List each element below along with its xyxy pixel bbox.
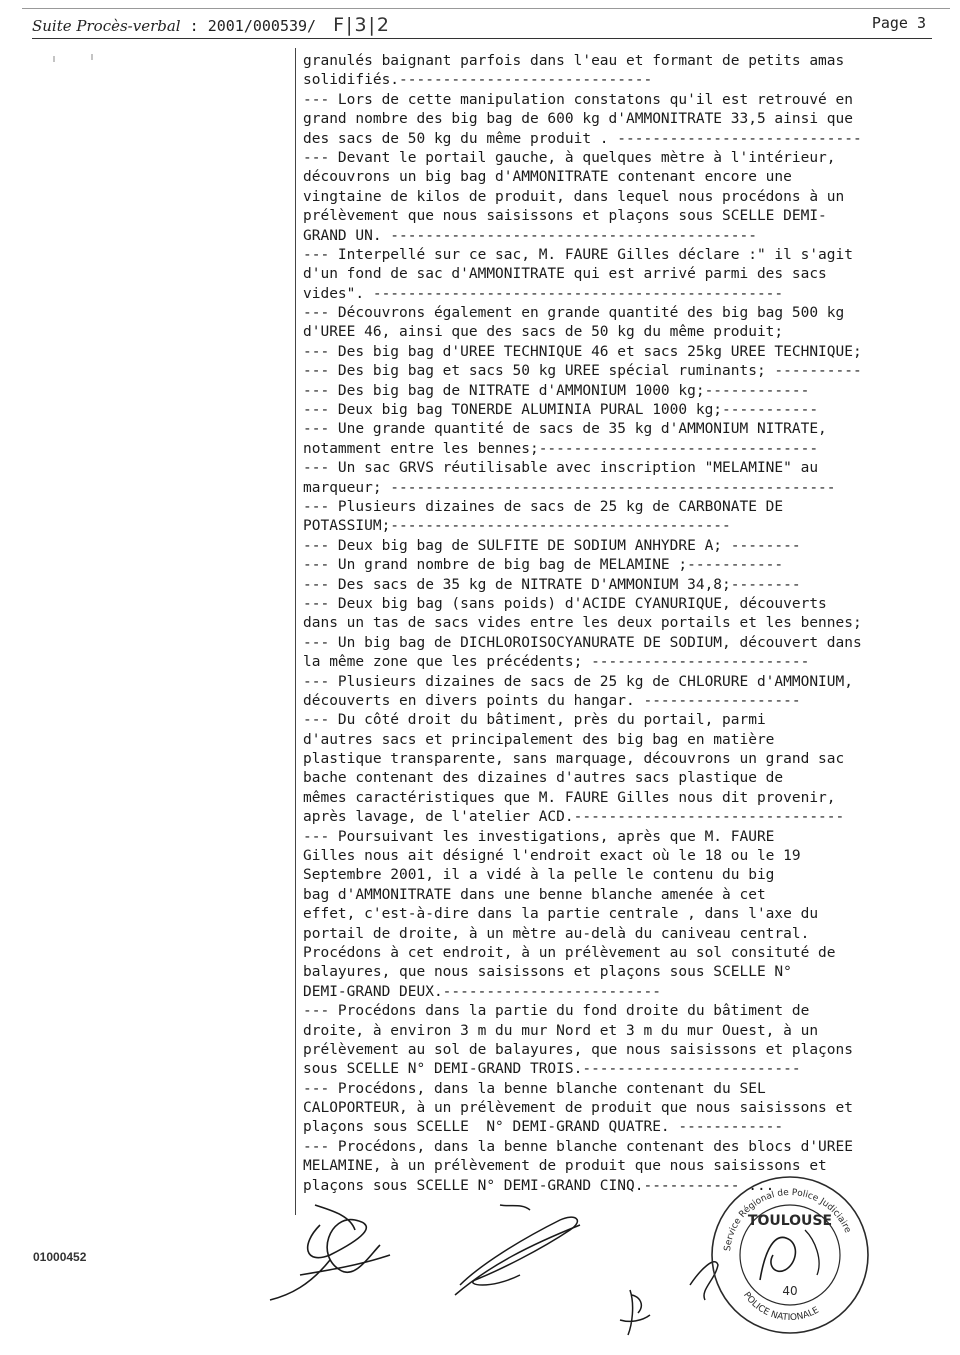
signatures (260, 1185, 720, 1345)
stamp-city: TOULOUSE (747, 1213, 833, 1229)
text-line: --- Lors de cette manipulation constatons qu'il est retrouvé en (303, 91, 853, 108)
text-line: d'UREE 46, ainsi que des sacs de 50 kg du même produit; (303, 324, 784, 341)
text-line: --- Des big bag de NITRATE d'AMMONIUM 1000 kg;------------ (303, 382, 810, 399)
signature-3-icon (620, 1290, 650, 1335)
text-line: Procédons à cet endroit, à un prélèvement au sol consituté de (303, 944, 836, 961)
text-line: d'un fond de sac d'AMMONITRATE qui est arrivé parmi des sacs (303, 266, 827, 283)
text-line: plaçons sous SCELLE N° DEMI-GRAND CINQ.----------- ... (303, 1177, 775, 1194)
text-line: --- Deux big bag TONERDE ALUMINIA PURAL 1000 kg;----------- (303, 402, 819, 419)
stamp-number: 40 (782, 1284, 798, 1298)
text-line: balayures, que nous saisissons et plaçons sous SCELLE N° (303, 964, 792, 981)
page-number: Page 3 (871, 14, 926, 32)
text-line: --- Procédons, dans la benne blanche contenant du SEL (303, 1080, 766, 1097)
text-line: --- Une grande quantité de sacs de 35 kg d'AMMONIUM NITRATE, (303, 421, 827, 438)
stamp-signature-icon (760, 1237, 795, 1280)
signature-1-icon (270, 1205, 390, 1300)
stamp-top-text: Service Régional de Police Judiciaire (723, 1187, 853, 1252)
document-body (303, 52, 933, 1196)
suite-proces-verbal-label: Suite Procès-verbal (32, 17, 181, 35)
text-line: --- Découvrons également en grande quantité des big bag 500 kg (303, 305, 845, 322)
text-line: vingtaine de kilos de produit, dans lequel nous procédons à un (303, 188, 845, 205)
text-line: découvrons un big bag d'AMMONITRATE contenant encore une (303, 169, 792, 186)
text-line: --- Un grand nombre de big bag de MELAMINE ;----------- (303, 557, 784, 574)
text-line: --- Devant le portail gauche, à quelques mètre à l'intérieur, (303, 149, 836, 166)
text-line: prélèvement que nous saisissons et plaçons sous SCELLE DEMI- (303, 208, 827, 225)
text-line: marqueur; --------------------------------------------------- (303, 479, 836, 496)
text-line: --- Deux big bag de SULFITE DE SODIUM ANHYDRE A; -------- (303, 537, 801, 554)
text-line: plaçons sous SCELLE N° DEMI-GRAND QUATRE. ------------ (303, 1119, 784, 1136)
stamp-bottom-text: POLICE NATIONALE (741, 1290, 821, 1324)
text-line: après lavage, de l'atelier ACD.------------------------------- (303, 809, 845, 826)
text-line: GRAND UN. ------------------------------------------ (303, 227, 757, 244)
stamp-emblem-icon (805, 1230, 819, 1275)
text-line: vides". ----------------------------------------------- (303, 285, 784, 302)
left-margin-rule (295, 48, 296, 1215)
margin-tick-marks (52, 52, 112, 69)
text-line: droite, à environ 3 m du mur Nord et 3 m du mur Ouest, à un (303, 1022, 819, 1039)
text-line: grand nombre des big bag de 600 kg d'AMMONITRATE 33,5 ainsi que (303, 111, 853, 128)
text-line: prélèvement au sol de balayures, que nous saisissons et plaçons (303, 1041, 853, 1058)
text-line: --- Interpellé sur ce sac, M. FAURE Gilles déclare :" il s'agit (303, 246, 853, 263)
text-line: effet, c'est-à-dire dans la partie centrale , dans l'axe du (303, 906, 819, 923)
text-line: --- Des big bag et sacs 50 kg UREE spécial ruminants; ---------- (303, 363, 862, 380)
text-line: plastique transparente, sans marquage, découvrons un grand sac (303, 751, 845, 768)
stamp-outer-ring-icon (712, 1177, 868, 1333)
text-line: granulés baignant parfois dans l'eau et formant de petits amas (303, 53, 845, 69)
text-line: CALOPORTEUR, à un prélèvement de produit que nous saisissons et (303, 1100, 853, 1117)
text-line: --- Un big bag de DICHLOROISOCYANURATE DE SODIUM, découvert dans (303, 634, 862, 651)
document-reference-number: 01000452 (33, 1250, 87, 1264)
text-line: MELAMINE, à un prélèvement de produit que nous saisissons et (303, 1158, 827, 1175)
text-line: mêmes caractéristiques que M. FAURE Gilles nous dit provenir, (303, 789, 836, 806)
text-line: bag d'AMMONITRATE dans une benne blanche amenée à cet (303, 886, 766, 903)
text-line: la même zone que les précédents; ------------------------- (303, 654, 810, 671)
text-line: dans un tas de sacs vides entre les deux portails et les bennes; (303, 615, 862, 632)
text-line: d'autres sacs et principalement des big bag en matière (303, 731, 775, 748)
text-line: découverts en divers points du hangar. ------------------ (303, 692, 801, 709)
text-line: --- Un sac GRVS réutilisable avec inscription "MELAMINE" au (303, 460, 819, 477)
handwritten-reference: F|3|2 (333, 14, 392, 36)
text-line: --- Deux big bag (sans poids) d'ACIDE CYANURIQUE, découverts (303, 595, 827, 612)
text-line: --- Plusieurs dizaines de sacs de 25 kg de CARBONATE DE (303, 498, 784, 515)
text-line: --- Plusieurs dizaines de sacs de 25 kg de CHLORURE d'AMMONIUM, (303, 673, 853, 690)
text-line: portail de droite, à un mètre au-delà du caniveau central. (303, 925, 810, 942)
pv-number: : 2001/000539/ (189, 17, 317, 35)
text-line: --- Des sacs de 35 kg de NITRATE D'AMMONIUM 34,8;-------- (303, 576, 801, 593)
text-line: Septembre 2001, il a vidé à la pelle le contenu du big (303, 867, 775, 884)
text-line: --- Du côté droit du bâtiment, près du portail, parmi (303, 712, 766, 729)
page-header (32, 10, 932, 39)
text-line: DEMI-GRAND DEUX.------------------------- (303, 983, 661, 1000)
text-line: --- Des big bag d'UREE TECHNIQUE 46 et sacs 25kg UREE TECHNIQUE; (303, 343, 862, 360)
text-line: sous SCELLE N° DEMI-GRAND TROIS.------------------------- (303, 1061, 801, 1078)
tick-marks-icon (52, 52, 112, 66)
text-line: POTASSIUM;--------------------------------------- (303, 518, 731, 535)
text-line: --- Procédons dans la partie du fond droite du bâtiment de (303, 1003, 810, 1020)
text-line: --- Procédons, dans la benne blanche contenant des blocs d'UREE (303, 1138, 853, 1155)
text-line: des sacs de 50 kg du même produit . ---------------------------- (303, 130, 862, 147)
text-line: notamment entre les bennes;-------------------------------- (303, 440, 819, 457)
header-pv-reference (32, 14, 391, 36)
text-line: solidifiés.----------------------------- (303, 72, 653, 89)
text-line: --- Poursuivant les investigations, après que M. FAURE (303, 828, 775, 845)
text-line: bache contenant des dizaines d'autres sacs plastique de (303, 770, 784, 787)
signature-2-icon (455, 1205, 580, 1295)
police-stamp (705, 1170, 875, 1340)
text-line: Gilles nous ait désigné l'endroit exact où le 18 ou le 19 (303, 848, 801, 865)
